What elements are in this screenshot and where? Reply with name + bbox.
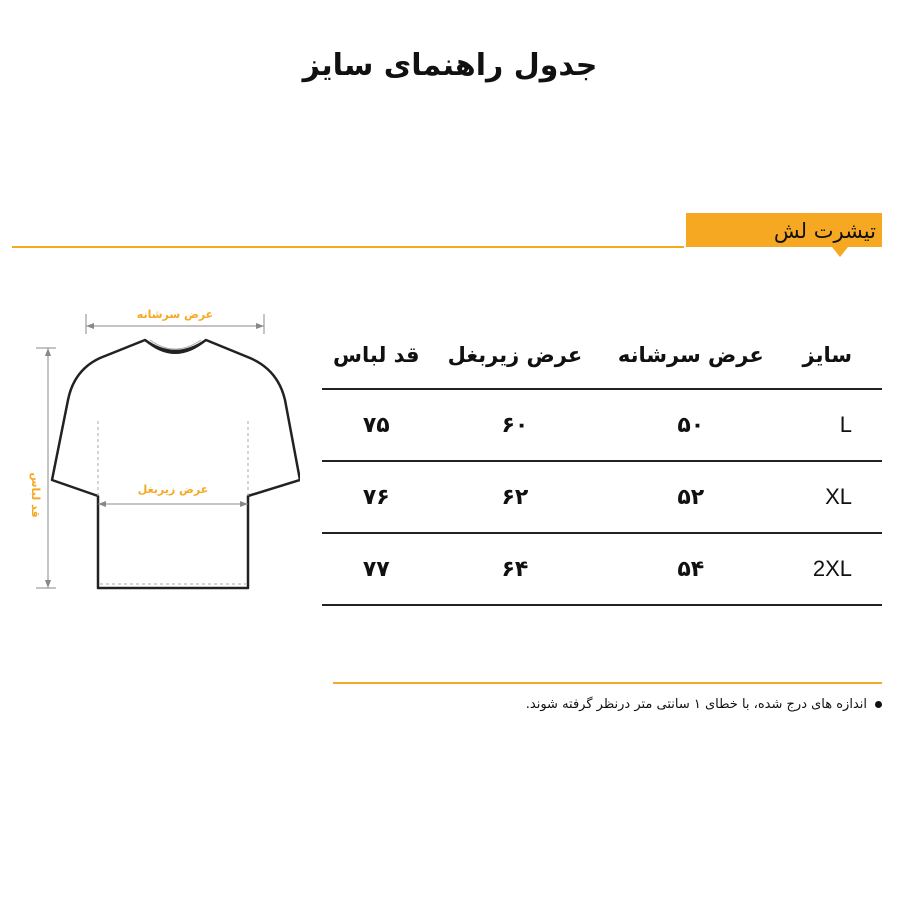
table-row — [322, 389, 882, 461]
section-divider — [12, 246, 684, 248]
bullet-icon — [875, 701, 882, 708]
product-tag-notch — [832, 247, 848, 257]
product-tag: تیشرت لش — [773, 219, 876, 243]
tshirt-outline — [52, 340, 300, 588]
page-title: جدول راهنمای سایز — [302, 48, 598, 83]
header-size: سایز — [782, 322, 882, 389]
shoulder-cell: ۵۲ — [599, 461, 782, 533]
header-length: قد لباس — [322, 322, 431, 389]
length-cell: ۷۶ — [322, 461, 431, 533]
note-text: اندازه های درج شده، با خطای ۱ سانتی متر درنظر گرفته شوند. — [525, 697, 867, 712]
table-header-row — [322, 322, 882, 389]
measurement-note — [420, 697, 882, 712]
size-cell: 2XL — [782, 533, 882, 605]
length-label: قد لباس — [29, 472, 42, 518]
size-cell: L — [782, 389, 882, 461]
chest-width-label: عرض زیربغل — [137, 483, 209, 496]
shoulder-width-label: عرض سرشانه — [136, 308, 214, 321]
table-row — [322, 533, 882, 605]
header-chest-width: عرض زیربغل — [431, 322, 600, 389]
size-cell: XL — [782, 461, 882, 533]
chest-cell: ۶۴ — [431, 533, 600, 605]
note-divider — [333, 682, 882, 684]
table-row — [322, 461, 882, 533]
tshirt-diagram — [10, 300, 300, 600]
length-cell: ۷۷ — [322, 533, 431, 605]
shoulder-cell: ۵۰ — [599, 389, 782, 461]
chest-cell: ۶۰ — [431, 389, 600, 461]
shoulder-cell: ۵۴ — [599, 533, 782, 605]
length-cell: ۷۵ — [322, 389, 431, 461]
header-shoulder-width: عرض سرشانه — [599, 322, 782, 389]
size-table — [322, 322, 882, 606]
chest-cell: ۶۲ — [431, 461, 600, 533]
